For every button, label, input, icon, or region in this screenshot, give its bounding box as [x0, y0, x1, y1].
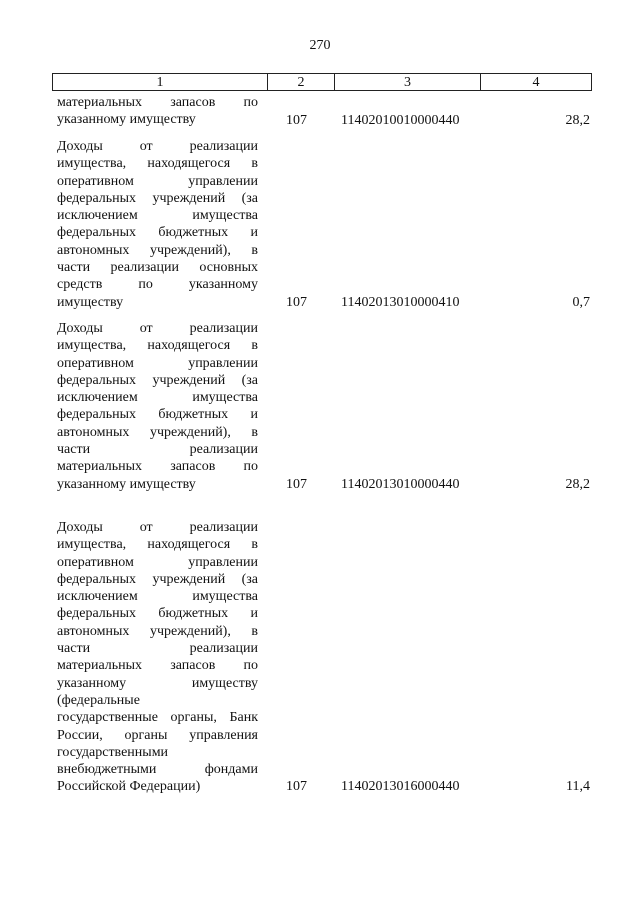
description-line: России, органы управления [57, 727, 258, 743]
description-line: указанному имуществу [57, 112, 196, 128]
description-line: государственные органы, Банк [57, 710, 258, 726]
row-code-3: 11402013016000440 [341, 779, 460, 794]
header-col-3: 3 [334, 73, 481, 91]
row-code-2: 107 [286, 113, 307, 128]
description-line: части реализации [57, 641, 258, 657]
header-col-4: 4 [480, 73, 592, 91]
row-code-3: 11402013010000410 [341, 295, 460, 310]
description-line: имущества, находящегося в [57, 338, 258, 354]
row-value: 28,2 [565, 477, 590, 492]
description-line: федеральных бюджетных и [57, 225, 258, 241]
description-line: части реализации основных [57, 260, 258, 276]
description-line: исключением имущества [57, 208, 258, 224]
description-line: материальных запасов по [57, 658, 258, 674]
description-line: имущества, находящегося в [57, 537, 258, 553]
row-code-2: 107 [286, 295, 307, 310]
description-line: указанному имуществу [57, 476, 196, 492]
description-line: имуществу [57, 294, 124, 310]
description-line: федеральных учреждений (за [57, 372, 258, 388]
description-line: (федеральные [57, 692, 140, 708]
row-value: 28,2 [565, 113, 590, 128]
description-line: федеральных учреждений (за [57, 190, 258, 206]
page-number: 270 [309, 38, 331, 53]
table-header-row [52, 73, 592, 93]
description-line: исключением имущества [57, 390, 258, 406]
description-line: средств по указанному [57, 277, 258, 293]
description-line: имущества, находящегося в [57, 156, 258, 172]
description-line: исключением имущества [57, 589, 258, 605]
description-line: оперативном управлении [57, 355, 258, 371]
row-description [57, 94, 258, 129]
description-line: материальных запасов по [57, 95, 258, 110]
description-line: автономных учреждений), в [57, 623, 258, 639]
row-description [57, 138, 258, 311]
row-code-2: 107 [286, 779, 307, 794]
description-line: внебюджетными фондами [57, 762, 258, 778]
row-code-3: 11402013010000440 [341, 477, 460, 492]
description-line: федеральных бюджетных и [57, 407, 258, 423]
description-line: Российской Федерации) [57, 779, 201, 795]
description-line: оперативном управлении [57, 554, 258, 570]
row-value: 11,4 [566, 779, 590, 794]
description-line: материальных запасов по [57, 459, 258, 475]
description-line: автономных учреждений), в [57, 424, 258, 440]
description-line: части реализации [57, 442, 258, 458]
description-line: федеральных учреждений (за [57, 571, 258, 587]
header-col-1: 1 [52, 73, 268, 91]
description-line: автономных учреждений), в [57, 242, 258, 258]
description-line: указанному имуществу [57, 675, 258, 691]
row-value: 0,7 [572, 295, 590, 310]
description-line: Доходы от реализации [57, 520, 258, 535]
row-description [57, 320, 258, 493]
description-line: государственными [57, 744, 169, 760]
row-code-3: 11402010010000440 [341, 113, 460, 128]
row-description [57, 519, 258, 796]
description-line: Доходы от реализации [57, 139, 258, 154]
header-col-2: 2 [267, 73, 335, 91]
description-line: оперативном управлении [57, 173, 258, 189]
description-line: федеральных бюджетных и [57, 606, 258, 622]
description-line: Доходы от реализации [57, 321, 258, 336]
row-code-2: 107 [286, 477, 307, 492]
